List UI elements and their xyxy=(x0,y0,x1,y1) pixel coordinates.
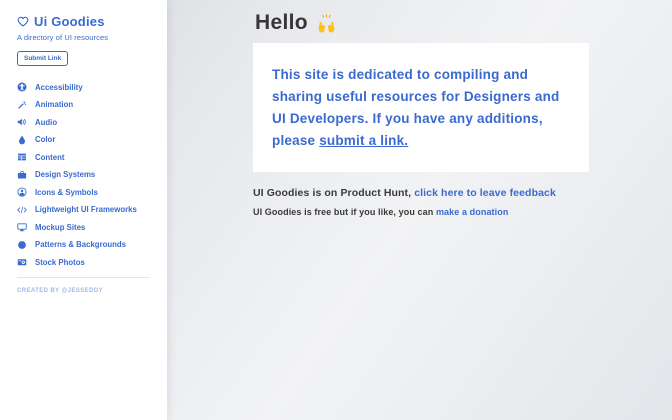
sidebar xyxy=(0,0,167,420)
monitor-icon xyxy=(17,222,27,232)
page-title xyxy=(255,11,593,35)
sidebar-item-label: Color xyxy=(35,135,56,144)
sidebar-nav xyxy=(17,81,167,268)
sidebar-item-label: Lightweight UI Frameworks xyxy=(35,205,137,214)
submit-a-link-link[interactable]: submit a link. xyxy=(319,133,409,148)
sidebar-item-content[interactable] xyxy=(17,151,167,163)
sidebar-item-design-systems[interactable] xyxy=(17,169,167,181)
sidebar-item-label: Accessibility xyxy=(35,82,83,92)
site-title: Ui Goodies xyxy=(34,14,105,29)
sidebar-item-color[interactable] xyxy=(17,134,167,146)
code-icon xyxy=(17,205,27,215)
credit-link[interactable]: CREATED BY @JESSEDDY xyxy=(17,288,103,294)
greeting-text: Hello xyxy=(255,11,308,34)
sidebar-item-mockup-sites[interactable] xyxy=(17,221,167,233)
sidebar-item-audio[interactable] xyxy=(17,116,167,128)
main-content xyxy=(253,0,593,217)
intro-card xyxy=(253,43,589,172)
donation-text: UI Goodies is free but if you like, you can xyxy=(253,207,436,217)
sidebar-item-label: Content xyxy=(35,152,65,162)
speaker-icon xyxy=(17,117,27,127)
magic-wand-icon xyxy=(17,100,27,110)
sidebar-item-stock-photos[interactable] xyxy=(17,256,167,268)
submit-link-button[interactable]: Submit Link xyxy=(17,51,68,66)
heart-icon xyxy=(17,16,29,27)
sidebar-item-label: Mockup Sites xyxy=(35,222,86,232)
product-hunt-line xyxy=(253,187,593,199)
donation-link[interactable]: make a donation xyxy=(435,207,509,217)
sidebar-item-frameworks[interactable] xyxy=(17,204,167,216)
sidebar-item-icons-symbols[interactable] xyxy=(17,186,167,198)
sidebar-item-label: Audio xyxy=(35,117,58,127)
sidebar-item-label: Animation xyxy=(35,100,74,109)
sidebar-item-label: Design Systems xyxy=(35,170,96,179)
table-icon xyxy=(17,152,27,162)
intro-paragraph xyxy=(272,64,570,152)
accessibility-icon xyxy=(17,82,27,92)
sidebar-item-patterns[interactable] xyxy=(17,239,167,251)
briefcase-icon xyxy=(17,170,27,180)
raised-hands-emoji xyxy=(315,13,338,34)
user-circle-icon xyxy=(17,187,27,197)
sidebar-item-label: Patterns & Backgrounds xyxy=(35,240,126,249)
droplet-icon xyxy=(17,135,27,145)
intro-text: This site is dedicated to compiling and sharing useful resources for Designers and UI Developers. If you have any additions, please xyxy=(272,67,560,148)
sidebar-item-accessibility[interactable] xyxy=(17,81,167,93)
sidebar-item-animation[interactable] xyxy=(17,99,167,111)
circle-icon xyxy=(17,240,27,250)
product-hunt-feedback-link[interactable]: click here to leave feedback xyxy=(414,187,556,199)
logo[interactable] xyxy=(17,14,167,29)
sidebar-item-label: Icons & Symbols xyxy=(35,187,98,197)
donation-line xyxy=(253,207,593,217)
site-subtitle: A directory of UI resources xyxy=(17,33,109,42)
product-hunt-text: UI Goodies is on Product Hunt, xyxy=(253,187,415,199)
sidebar-divider xyxy=(17,277,150,278)
sidebar-item-label: Stock Photos xyxy=(35,257,85,267)
camera-icon xyxy=(17,257,27,267)
